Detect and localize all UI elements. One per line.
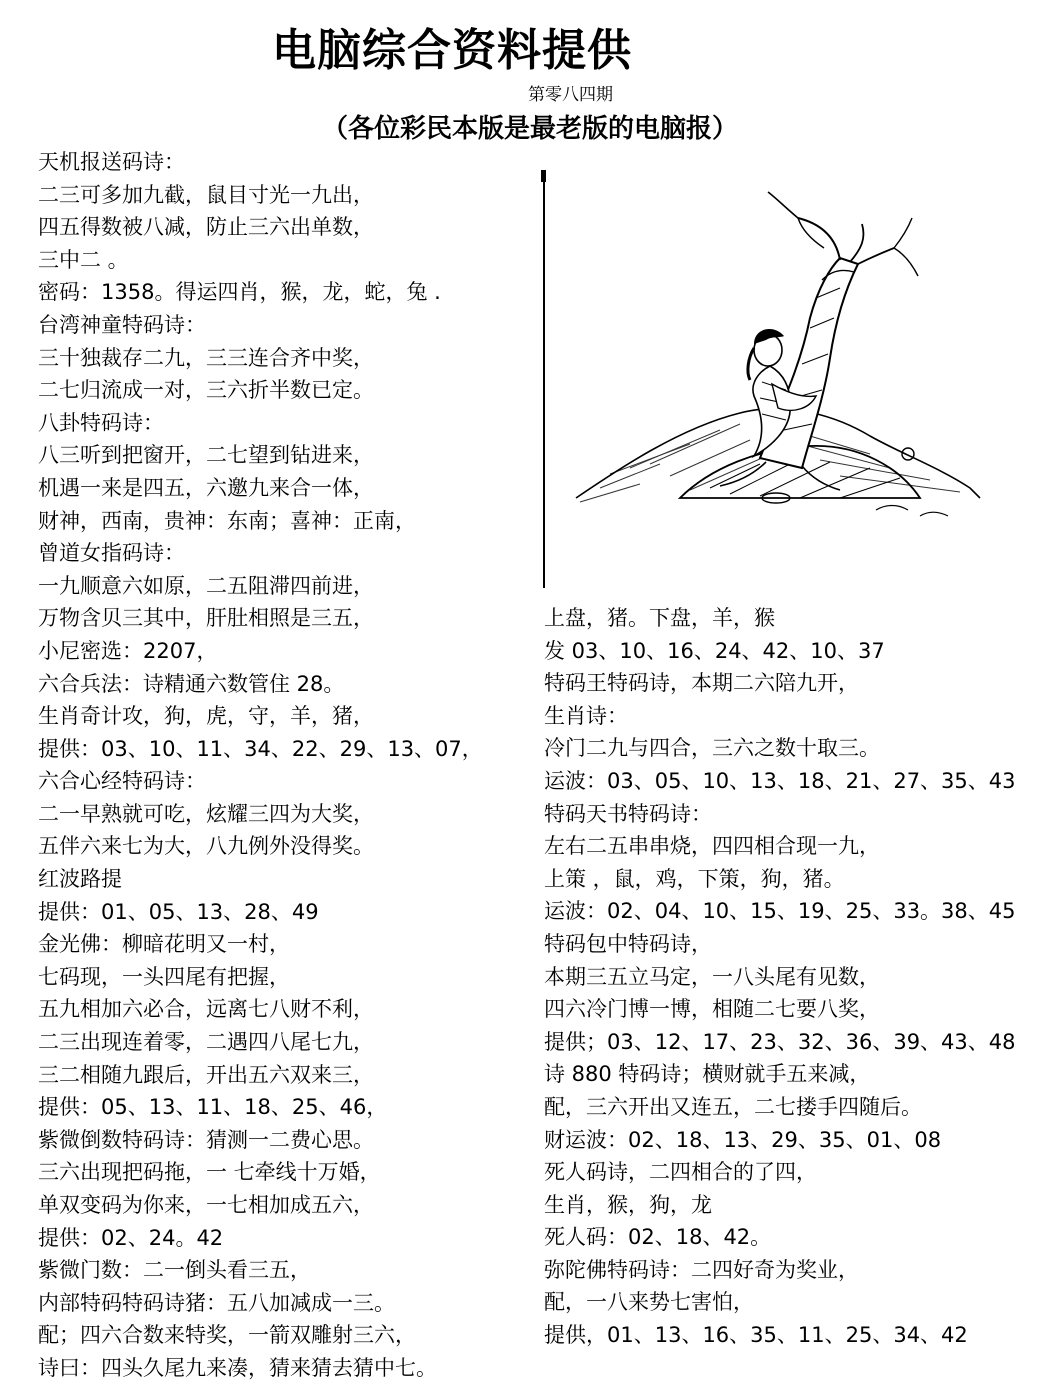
right-text-line: 特码天书特码诗： (544, 801, 712, 826)
left-text-line: 三中二 。 (38, 247, 129, 272)
right-text-line: 上策 ，鼠，鸡，下策，狗，猪。 (544, 866, 845, 891)
issue-number: 第零八四期 (528, 85, 613, 105)
left-text-line: 诗曰：四头久尾九来凑，猜来猜去猜中七。 (38, 1355, 437, 1380)
left-text-line: 八三听到把窗开，二七望到钻进来， (38, 443, 374, 468)
left-text-line: 内部特码特码诗猪：五八加减成一三。 (38, 1290, 395, 1315)
left-text-line: 二三可多加九截，鼠目寸光一九出， (38, 182, 374, 207)
left-text-line: 八卦特码诗： (38, 410, 164, 435)
left-text-line: 提供：03、10、11、34、22、29、13、07， (38, 736, 483, 761)
left-text-line: 提供：01、05、13、28、49 (38, 899, 319, 924)
left-text-line: 七码现，一头四尾有把握， (38, 964, 290, 989)
right-text-line: 特码王特码诗，本期二六陪九开， (544, 671, 859, 696)
right-text-line: 死人码诗，二四相合的了四， (544, 1160, 817, 1185)
left-text-line: 万物含贝三其中，肝肚相照是三五， (38, 606, 374, 631)
left-text-line: 红波路提 (38, 867, 122, 892)
left-text-line: 台湾神童特码诗： (38, 312, 206, 337)
left-text-line: 机遇一来是四五，六邀九来合一体， (38, 475, 374, 500)
left-text-line: 生肖奇计攻，狗，虎，守，羊，猪， (38, 704, 374, 729)
left-text-line: 密码：1358。得运四肖，猴，龙，蛇，兔 . (38, 280, 441, 305)
left-text-line: 二一早熟就可吃，炫耀三四为大奖， (38, 801, 374, 826)
left-text-line: 单双变码为你来，一七相加成五六， (38, 1193, 374, 1217)
right-text-line: 运波：03、05、10、13、18、21、27、35、43 (544, 768, 1016, 793)
right-text-line: 四六冷门博一博，相随二七要八奖， (544, 997, 880, 1022)
right-text-line: 弥陀佛特码诗：二四好奇为奖业， (544, 1257, 859, 1282)
left-text-line: 三六出现把码拖，一 七牵线十万婚， (38, 1160, 381, 1185)
right-text-line: 配，一八来势七害怕， (544, 1290, 754, 1315)
subtitle: （各位彩民本版是最老版的电脑报） (322, 114, 739, 144)
right-text-line: 运波：02、04、10、15、19、25、33。38、45 (544, 899, 1016, 924)
left-text-line: 提供：02、24。42 (38, 1225, 224, 1250)
right-text-line: 冷门二九与四合，三六之数十取三。 (544, 736, 880, 761)
left-text-line: 财神，西南，贵神：东南；喜神：正南， (38, 508, 416, 533)
left-text-line: 二七归流成一对，三六折半数已定。 (38, 378, 374, 403)
left-text-line: 紫微门数：二一倒头看三五， (38, 1258, 311, 1283)
right-text-line: 死人码：02、18、42。 (544, 1225, 772, 1250)
left-text-line: 小尼密选：2207， (38, 638, 218, 663)
right-column (544, 602, 1044, 1352)
left-text-line: 六合心经特码诗： (38, 769, 206, 794)
left-text-line: 六合兵法：诗精通六数管住 28。 (38, 671, 345, 696)
right-text-line: 特码包中特码诗， (544, 931, 712, 956)
left-text-line: 天机报送码诗： (38, 150, 185, 174)
right-text-line: 提供；03、12、17、23、32、36、39、43、48 (544, 1029, 1016, 1054)
page-title: 电脑综合资料提供 (272, 25, 632, 76)
right-text-line: 诗 880 特码诗；横财就手五来减， (544, 1062, 871, 1087)
left-text-line: 曾道女指码诗： (38, 541, 185, 566)
left-text-line: 二三出现连着零，二遇四八尾七九， (38, 1030, 374, 1055)
left-text-line: 紫微倒数特码诗：猜测一二费心思。 (38, 1127, 374, 1152)
right-text-line: 本期三五立马定，一八头尾有见数， (544, 964, 880, 989)
left-text-line: 五伴六来七为大，八九例外没得奖。 (38, 834, 374, 859)
left-text-line: 三二相随九跟后，开出五六双来三， (38, 1062, 374, 1087)
left-text-line: 提供：05、13、11、18、25、46， (38, 1095, 388, 1120)
left-text-line: 三十独裁存二九，三三连合齐中奖， (38, 345, 374, 370)
left-text-line: 五九相加六必合，远离七八财不利， (38, 997, 374, 1022)
right-text-line: 生肖诗： (544, 703, 628, 728)
left-column (38, 146, 528, 1385)
right-text-line: 提供，01、13、16、35、11、25、34、42 (544, 1323, 968, 1348)
right-text-line: 左右二五串串烧，四四相合现一九， (544, 834, 880, 859)
left-text-line: 配；四六合数来特奖，一箭双雕射三六， (38, 1323, 416, 1348)
right-text-line: 生肖，猴，狗，龙 (544, 1192, 712, 1217)
right-text-line: 财运波：02、18、13、29、35、01、08 (544, 1127, 942, 1152)
left-text-line: 一九顺意六如原，二五阻滞四前进， (38, 573, 374, 598)
right-text-line: 上盘，猪。下盘，羊，猴 (544, 606, 775, 630)
left-text-line: 金光佛：柳暗花明又一村， (38, 932, 290, 957)
right-text-line: 发 03、10、16、24、42、10、37 (544, 638, 885, 663)
left-text-line: 四五得数被八减，防止三六出单数， (38, 215, 374, 240)
right-text-line: 配，三六开出又连五，二七搂手四随后。 (544, 1094, 922, 1119)
woman-and-tree-illustration (540, 168, 1018, 588)
